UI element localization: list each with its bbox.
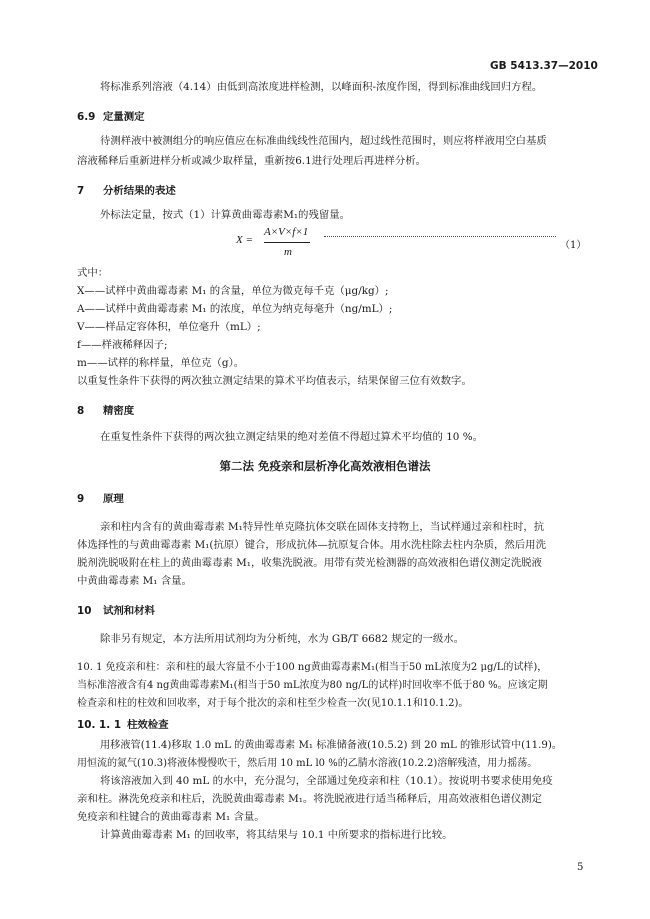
section-number: 10. 1. 1 <box>77 719 122 731</box>
section-title: 定量测定 <box>103 111 145 123</box>
section-heading-8 <box>77 402 134 417</box>
paragraph-line: 脱剂洗脱吸附在柱上的黄曲霉毒素 M₁，收集洗脱液。用带有荧光检测器的高效液相色谱仪测定洗脱液 <box>77 557 542 569</box>
standard-number: GB 5413.37—2010 <box>490 60 598 72</box>
variable-definition: m——试样的称样量，单位克（g）。 <box>77 357 245 369</box>
paragraph-line: 除非另有规定，本方法所用试剂均为分析纯，水为 GB/T 6682 规定的一级水。 <box>100 633 465 645</box>
paragraph-line: 以重复性条件下获得的两次独立测定结果的算术平均值表示，结果保留三位有效数字。 <box>77 375 472 387</box>
page-number: 5 <box>577 862 584 873</box>
paragraph-line: 计算黄曲霉毒素 M₁ 的回收率，将其结果与 10.1 中所要求的指标进行比较。 <box>100 829 453 841</box>
section-title: 原理 <box>103 493 124 505</box>
paragraph-line: 在重复性条件下获得的两次独立测定结果的绝对差值不得超过算术平均值的 10 %。 <box>100 431 483 443</box>
paragraph-line: 10. 1 免疫亲和柱：亲和柱的最大容量不小于100 ng黄曲霉毒素M₁(相当于50 mL浓度为2 μg/L的试样)， <box>77 662 548 673</box>
variable-definition: X——试样中黄曲霉毒素 M₁ 的含量，单位为微克每千克（μg/kg）; <box>77 285 389 297</box>
intro-paragraph: 将标准系列溶液（4.14）由低到高浓度进样检测，以峰面积-浓度作图，得到标准曲线回归方程。 <box>100 81 543 93</box>
formula-denominator: m <box>284 246 292 258</box>
paragraph-line: 检查亲和柱的柱效和回收率，对于每个批次的亲和柱至少检查一次(见10.1.1和10.1.2)。 <box>77 698 469 709</box>
where-label: 式中： <box>77 267 109 279</box>
section-title: 柱效检查 <box>127 719 169 731</box>
paragraph-line: 当标准溶液含有4 ng黄曲霉毒素M₁(相当于50 mL浓度为80 ng/L的试样)时回收率不低于80 %。应该定期 <box>77 680 548 691</box>
equation-number: （1） <box>560 240 587 251</box>
paragraph-line: 用恒流的氮气(10.3)将液体慢慢吹干，然后用 10 mL l0 %的乙腈水溶液(10.2.2)溶解残渣，用力摇荡。 <box>77 758 538 769</box>
formula-lhs: X = <box>236 234 253 246</box>
paragraph-line: 中黄曲霉毒素 M₁ 含量。 <box>77 575 192 587</box>
section-number: 9 <box>77 493 85 505</box>
paragraph-line: 用移液管(11.4)移取 1.0 mL 的黄曲霉毒素 M₁ 标准储备液(10.5.2) 到 20 mL 的锥形试管中(11.9)。 <box>100 740 562 751</box>
formula-numerator: A×V×f×1 <box>264 226 309 238</box>
section-number: 6.9 <box>77 111 96 123</box>
section-title: 试剂和材料 <box>103 605 155 617</box>
paragraph-line: 免疫亲和柱键合的黄曲霉毒素 M₁ 含量。 <box>77 811 265 823</box>
paragraph-line: 溶液稀释后重新进样分析或减少取样量，重新按6.1进行处理后再进样分析。 <box>77 155 427 167</box>
section-heading-9 <box>77 490 124 505</box>
variable-definition: A——试样中黄曲霉毒素 M₁ 的浓度，单位为纳克每毫升（ng/mL）; <box>77 303 393 315</box>
paragraph-line: 亲和柱。淋洗免疫亲和柱后，洗脱黄曲霉毒素 M₁。将洗脱液进行适当稀释后，用高效液相色谱仪测定 <box>77 793 542 805</box>
section-title: 分析结果的表述 <box>103 185 176 197</box>
paragraph-line: 外标法定量，按式（1）计算黄曲霉毒素M₁的残留量。 <box>100 209 351 221</box>
section-title: 精密度 <box>103 405 135 417</box>
paragraph-line: 亲和柱内含有的黄曲霉毒素 M₁特异性单克隆抗体交联在固体支持物上，当试样通过亲和柱时，抗 <box>100 521 545 533</box>
fraction-bar <box>264 242 310 243</box>
section-heading-10-1-1 <box>77 716 169 731</box>
section-heading-7 <box>77 182 176 197</box>
leader-dots <box>324 236 556 237</box>
section-heading-6-9 <box>77 108 145 123</box>
paragraph-line: 待测样液中被测组分的响应值应在标准曲线线性范围内，超过线性范围时，则应将样液用空白基质 <box>100 135 547 147</box>
variable-definition: f——样液稀释因子; <box>77 339 168 351</box>
variable-definition: V——样品定容体积，单位毫升（mL）; <box>77 321 261 333</box>
section-heading-10 <box>77 602 155 617</box>
section-number: 10 <box>77 605 92 617</box>
section-number: 7 <box>77 185 85 197</box>
method-title: 第二法 免疫亲和层析净化高效液相色谱法 <box>219 459 431 473</box>
paragraph-line: 将该溶液加入到 40 mL 的水中，充分混匀，全部通过免疫亲和柱（10.1）。按说明书要求使用免疫 <box>100 775 553 787</box>
paragraph-line: 体选择性的与黄曲霉毒素 M₁(抗原）键合，形成抗体—抗原复合体。用水洗柱除去柱内杂质，然后用洗 <box>77 539 546 551</box>
section-number: 8 <box>77 405 85 417</box>
